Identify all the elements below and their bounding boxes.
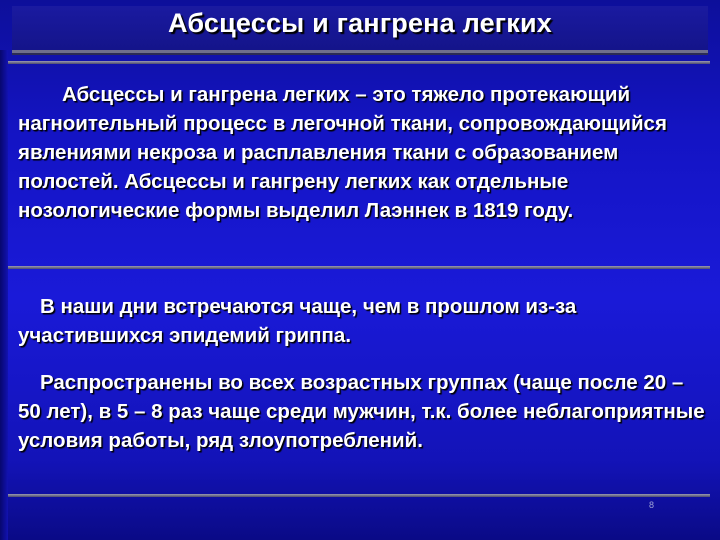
divider-bottom <box>8 494 710 497</box>
slide-left-edge <box>0 50 8 540</box>
divider-top <box>8 61 710 64</box>
paragraph-definition: Абсцессы и гангрена легких – это тяжело протекающий нагноительный процесс в легочной ткани, сопровождающийся явлениями некроза и расплавления ткани с образованием полостей. Абсцессы и гангрену легких как отдельные нозологические формы выделил Лаэннек в 1819 году. <box>18 83 667 222</box>
slide-title: Абсцессы и гангрена легких <box>168 8 552 38</box>
divider-middle <box>8 266 710 269</box>
paragraph-demographics: Распространены во всех возрастных группах (чаще после 20 – 50 лет), в 5 – 8 раз чаще среди мужчин, т.к. более неблагоприятные условия работы, ряд злоупотреблений. <box>18 371 705 452</box>
paragraph-frequency: В наши дни встречаются чаще, чем в прошлом из-за участившихся эпидемий гриппа. <box>18 295 577 347</box>
page-number: 8 <box>648 500 654 510</box>
